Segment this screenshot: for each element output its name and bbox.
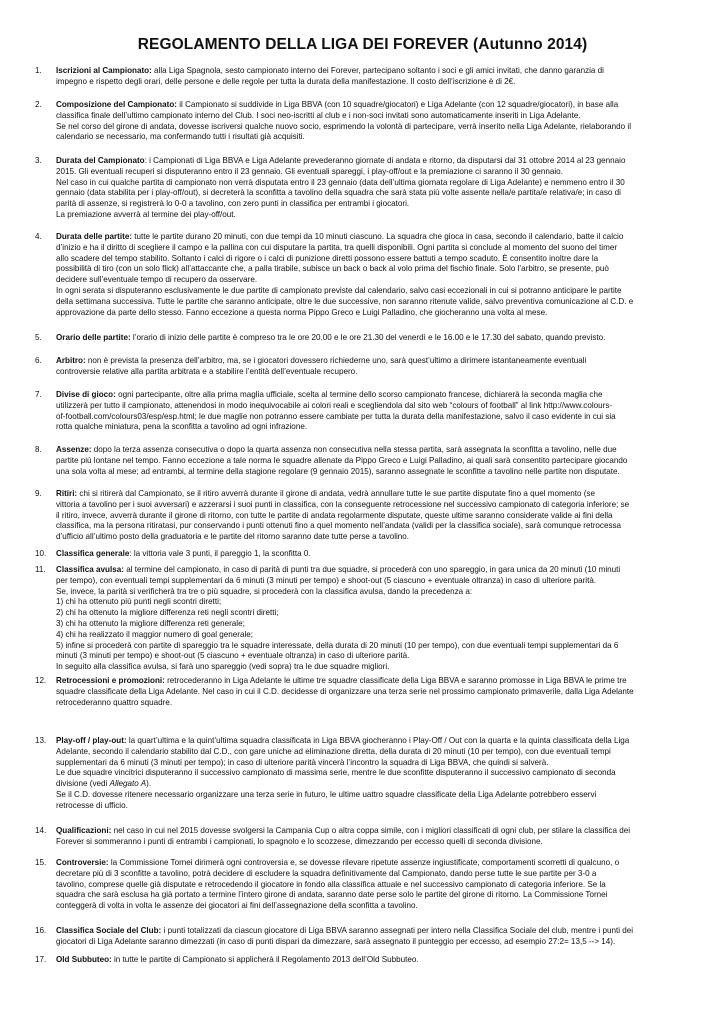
rule-line-text: allo scadere del tempo stabilito. Soltanto i calci di rigore o i calci di punizione diretti possono essere battuti a tempo scaduto. È consentito inoltre dare la xyxy=(56,253,599,263)
rule-line-text: parità di assenze, si registrerà lo 0-0 a tavolino, con zero punti in classifica per entrambi i giocatori. xyxy=(56,199,410,209)
rule-line-text: partite più lontane nel tempo. Fanno eccezione a tale norma le squadre allenate da Pippo Greco e Luigi Palladino, ai quali sarà consentito partecipare giocando xyxy=(56,455,628,465)
rule-italic-suffix: ). xyxy=(146,779,152,789)
rule-line-text: conteggerà di volta in volta le assenze dei giocatori ai fini dell’assegnazione della sconfitta a tavolino. xyxy=(56,901,418,911)
rule-number: 11. xyxy=(35,565,46,574)
rule-line-text: 3) chi ha ottenuto la migliore differenza reti generale; xyxy=(56,618,245,628)
rule-line xyxy=(56,736,691,747)
rule-number: 5. xyxy=(35,333,42,342)
rule-line xyxy=(56,747,691,758)
rule-line xyxy=(56,801,691,812)
rule-line-text: 4) chi ha realizzato il maggior numero di goal generale; xyxy=(56,629,254,639)
rule-text xyxy=(56,356,691,378)
rule-line xyxy=(56,937,691,948)
rule-text xyxy=(56,858,691,912)
rule-number: 14. xyxy=(35,826,47,835)
rule-number: 7. xyxy=(35,390,42,399)
rule-number: 10. xyxy=(35,549,47,558)
rule-line-text: non è prevista la presenza dell’arbitro, ma, se i giocatori dovessero richiederne uno, sarà quest’ultimo a dirimere istantaneamente eventuali xyxy=(87,356,587,365)
rule-line-text: la quart’ultima e la quint’ultima squadra classificata in Liga BBVA giocheranno i Play-Off / Out con la quarta e la quinta classificata della Liga xyxy=(128,736,630,745)
rule-heading: Qualificazioni: xyxy=(56,826,112,835)
rule-line-text: divisione (vedi xyxy=(56,779,110,789)
rule-line xyxy=(56,768,691,779)
rule-line-text: per tempo), con eventuali tempi supplementari da 6 minuti (3 minuti per tempo) e shoot-out (5 ciascuno + eventuale oltranza) in caso di ulteriore parità. xyxy=(56,575,597,585)
rule-line xyxy=(56,401,691,412)
rule-heading: Old Subbuteo: xyxy=(56,955,112,964)
rule-line-text: rotta qualche miniatura, pena la sconfitta a tavolino ad ogni infrazione. xyxy=(56,422,308,432)
rule-line xyxy=(56,390,691,401)
rule-line-text: utilizzerà per tutto il campionato, attenendosi in modo inequivocabile ai colori reali e scegliendola dal sito web “colours of football” al link http://www.colours- xyxy=(56,400,613,410)
rule-line-text: of-football.com/colours03/esp/esp.html; le due maglie non potranno essere cambiate per tutta la durata della manifestazione, salvo il caso evidente in cui sia xyxy=(56,411,616,421)
rule-line xyxy=(56,549,691,560)
rule-line-text: Forever si sommeranno i punti di entrambi i campionati, lo spagnolo e lo scozzese, dimezzando per eccesso quelli di seconda divisione. xyxy=(56,836,543,846)
rule-line-text: l’orario di inizio delle partite è compreso tra le ore 20.00 e le ore 21.30 del venerdì e le 16.00 e le 17.30 del sabato, quando previsto. xyxy=(132,333,606,342)
rule-line-text: d’inizio e ha il diritto di scegliere il campo e la pallina con cui disputare la partita, tra quelli disponibili. Ogni partita si conclude al momento del suono del timer xyxy=(56,242,618,252)
rule-line xyxy=(56,651,691,662)
rule-line xyxy=(56,356,691,367)
rule-line-text: retrocesse di ufficio. xyxy=(56,800,128,810)
rule-text xyxy=(56,390,691,433)
rule-line-text: 2) chi ha ottenuto la migliore differenza reti negli scontri diretti; xyxy=(56,608,279,618)
rule-heading: Durata del Campionato xyxy=(56,156,145,165)
rule-line xyxy=(56,758,691,769)
rule-line xyxy=(56,926,691,937)
rule-line xyxy=(56,790,691,801)
rule-line-text: il ritiro, invece, avverrà durante il girone di ritorno, con tutte le partite di andata regolarmente disputate, queste ultime saranno considerate valide ai fini della xyxy=(56,510,613,520)
rule-line xyxy=(56,333,691,344)
rule-line-text: La premiazione avverrà al termine dei play-off/out. xyxy=(56,209,236,219)
rule-line xyxy=(56,264,691,275)
rule-line xyxy=(56,210,691,221)
rule-line-text: ogni partecipante, oltre alla prima maglia ufficiale, scelta al termine dello scorso campionato francese, dichiarerà la seconda maglia che xyxy=(118,390,603,399)
rule-line-text: squadre classificate della Liga Adelante. Nel caso in cui il C.D. decidesse di organizzare una terza serie nel prossimo campionato primaverile, dalla Liga Adelante xyxy=(56,686,634,696)
rule-text xyxy=(56,955,691,966)
rule-line-text: della settimana successiva. Tutte le partite che saranno anticipate, oltre le due successive, non saranno ritenute valide, salvo preventiva comunicazione al C.D. e xyxy=(56,296,634,306)
rule-line-text: al termine del campionato, in caso di parità di punti tra due squadre, si procederà con uno spareggio, in gara unica da 20 minuti (10 minuti xyxy=(126,565,621,574)
rule-heading: Controversie: xyxy=(56,858,109,867)
rule-line xyxy=(56,779,691,790)
rule-line xyxy=(56,254,691,265)
rule-line xyxy=(56,178,691,189)
rule-text xyxy=(56,100,691,143)
rule-text xyxy=(56,156,691,221)
rule-text xyxy=(56,232,691,318)
rule-number: 4. xyxy=(35,232,42,241)
rule-line-text: Le due squadre vincitrici disputeranno il successivo campionato di massima serie, mentre le due sconfitte disputeranno il successivo campionato di seconda xyxy=(56,768,616,778)
rule-heading: Play-off / play-out: xyxy=(56,736,127,745)
rule-line xyxy=(56,955,691,966)
rule-number: 9. xyxy=(35,489,42,498)
rule-number: 8. xyxy=(35,445,42,454)
rule-number: 13. xyxy=(35,736,47,745)
rule-line-text: calendario se necessario, ma confermando tutti i risultati già acquisiti. xyxy=(56,132,305,142)
rule-text xyxy=(56,676,691,708)
rule-text xyxy=(56,489,691,543)
rule-line-text: il Campionato si suddivide in Liga BBVA (con 10 squadre/giocatori) e Liga Adelante (con 12 squadre/giocatori), in base alla xyxy=(179,100,619,109)
rule-line-text: In seguito alla classifica avulsa, si farà uno spareggio (vedi sopra) tra le due squadre migliori. xyxy=(56,662,390,672)
rule-line xyxy=(56,456,691,467)
rule-text xyxy=(56,736,691,812)
rule-line-text: squadra che sarà esclusa ha già portato a termine l’intero girone di andata, saranno date perse solo le partite del girone di ritorno. La Commissione Tornei xyxy=(56,890,608,900)
rule-line xyxy=(56,100,691,111)
rule-line xyxy=(56,167,691,178)
rule-heading: Orario delle partite: xyxy=(56,333,131,342)
rule-line xyxy=(56,122,691,133)
rule-line xyxy=(56,243,691,254)
rule-number: 15. xyxy=(35,858,47,867)
page-title: REGOLAMENTO DELLA LIGA DEI FOREVER (Autunno 2014) xyxy=(137,36,588,53)
rule-line xyxy=(56,837,691,848)
rule-line-text: d’ufficio all’ultimo posto della graduatoria e le partite del ritorno saranno date tutte perse a tavolino. xyxy=(56,532,410,542)
rule-line-text: classifica finale dell’ultimo campionato interno del Club. I soci neo-iscritti al club e i non-soci invitati sono automaticamente inseriti in Liga Adelante. xyxy=(56,110,581,120)
rule-line xyxy=(56,608,691,619)
rule-line xyxy=(56,489,691,500)
rule-line-text: : i Campionati di Liga BBVA e Liga Adelante prevederanno giornate di andata e ritorno, da disputarsi dal 31 ottobre 2014 al 23 gennaio xyxy=(144,156,626,165)
rule-line xyxy=(56,156,691,167)
rule-line xyxy=(56,532,691,543)
rule-line-text: 5) infine si procederà con partite di spareggio tra le squadre interessate, della durata di 20 minuti (10 per tempo), con due eventuali tempi supplementari da 6 xyxy=(56,640,619,650)
rule-line xyxy=(56,869,691,880)
rule-heading: Composizione del Campionato: xyxy=(56,100,177,109)
rule-line xyxy=(56,188,691,199)
rule-line-text: Adelante, secondo il calendario stabilito dal C.D., con gare uniche ad eliminazione diretta, della durata di 20 minuti (10 per tempo), con due eventuali tempi xyxy=(56,746,611,756)
rule-number: 12. xyxy=(35,676,47,685)
rule-line xyxy=(56,308,691,319)
rule-line xyxy=(56,565,691,576)
rule-line xyxy=(56,232,691,243)
rule-line-text: decretare più di 3 sconfitte a tavolino, potrà decidere di escludere la squadra definitivamente dal Campionato, dando perse tutte le sue partite per 3-0 a xyxy=(56,868,597,878)
rule-line xyxy=(56,500,691,511)
rule-line xyxy=(56,698,691,709)
rule-line-text: tutte le partite durano 20 minuti, con due tempi da 10 minuti ciascuno. La squadra che gioca in casa, secondo il calendario, batte il calcio xyxy=(134,232,624,241)
rule-line xyxy=(56,630,691,641)
rule-number: 1. xyxy=(35,66,42,75)
rule-heading: Arbitro: xyxy=(56,356,86,365)
rule-line-text: tavolino, comprese quelle già disputate e retrocedendo il giocatore in fondo alla classifica attuale e nel successivo campionato di categoria inferiore. Se la xyxy=(56,879,606,889)
rule-line xyxy=(56,826,691,837)
rule-line-text: i punti totalizzati da ciascun giocatore di Liga BBVA saranno assegnati per intero nella Classifica Sociale del club, mentre i punti dei xyxy=(163,926,634,935)
rule-number: 2. xyxy=(35,100,42,109)
rule-line xyxy=(56,111,691,122)
rule-line xyxy=(56,77,691,88)
rule-italic-reference: Allegato A xyxy=(109,779,147,789)
rule-number: 3. xyxy=(35,156,42,165)
rule-heading: Ritiri: xyxy=(56,489,78,498)
rule-text xyxy=(56,549,691,560)
rule-line xyxy=(56,597,691,608)
rule-line-text: In ogni serata si disputeranno esclusivamente le due partite di campionato previste dal calendario, salvo casi eccezionali in cui si potranno anticipare le partite xyxy=(56,285,622,295)
rule-line xyxy=(56,199,691,210)
rule-number: 16. xyxy=(35,926,47,935)
rule-line-text: vittoria a tavolino per i suoi avversari) e azzerarsi i suoi punti in classifica, con la conseguente retrocessione nel successivo campionato di categoria inferiore; se xyxy=(56,499,630,509)
rule-line xyxy=(56,880,691,891)
rule-line-text: Se il C.D. dovesse ritenere necessario organizzare una terza serie in futuro, le ultime uattro squadre classificate della Liga Adelante potrebbero esservi xyxy=(56,789,597,799)
rule-heading: Classifica generale xyxy=(56,549,130,558)
rule-line-text: retrocederanno quattro squadre. xyxy=(56,697,173,707)
rule-line-text: supplementari da 6 minuti (3 minuti per tempo); in caso di ulteriore parità vincerà l’incontro la squadra di Liga BBVA, che quindi si salverà. xyxy=(56,757,549,767)
rule-line-text: controversie relative alla partita arbitrata e a stabilire l’entità dell’eventuale recupero. xyxy=(56,366,358,376)
rule-line-text: gennaio (data stabilita per i play-off/out), si decreterà la sconfitta a tavolino della squadra che sarà stata più volte assente nella/e partita/e relativa/e; in caso di xyxy=(56,188,621,198)
rule-text xyxy=(56,445,691,477)
rule-heading: Retrocessioni e promozioni: xyxy=(56,676,165,685)
rule-line-text: : la vittoria vale 3 punti, il pareggio 1, la sconfitta 0. xyxy=(129,549,311,558)
rule-text xyxy=(56,926,691,948)
rule-line-text: possibilità di tiro (con un solo flick) all’attaccante che, a palla tirabile, subisce un back o back al volo prima del fischio finale. Solo l’arbitro, se presente, può xyxy=(56,264,609,274)
rule-heading: Classifica avulsa: xyxy=(56,565,124,574)
rule-line xyxy=(56,576,691,587)
rule-line xyxy=(56,676,691,687)
rule-line-text: approvazione da parte dello stesso. Fanno eccezione a questa norma Pippo Greco e Luigi Palladino, che giocheranno una volta al mese. xyxy=(56,307,548,317)
rule-line-text: nel caso in cui nel 2015 dovesse svolgersi la Campania Cup o altra coppa simile, con i migliori classificati di ogni club, per stilare la classifica dei xyxy=(113,826,631,835)
rule-line xyxy=(56,511,691,522)
rule-line xyxy=(56,619,691,630)
rule-text xyxy=(56,66,691,88)
rule-line xyxy=(56,901,691,912)
rule-line-text: alla Liga Spagnola, sesto campionato interno dei Forever, partecipano soltanto i soci e gli amici invitati, che danno garanzia di xyxy=(154,66,604,75)
rule-line-text: giocatori di Liga Adelante saranno dimezzati (in caso di punti dispari da dimezzare, sarà assegnato il punteggio per eccesso, ad esempio 27:2= 13,5 --> 14). xyxy=(56,936,616,946)
rule-line xyxy=(56,445,691,456)
rule-line xyxy=(56,367,691,378)
rule-line xyxy=(56,890,691,901)
rule-line-text: Se, invece, la parità si verificherà tra tre o più squadre, si procederà con la classifica avulsa, dando la precedenza a: xyxy=(56,586,473,596)
rule-line xyxy=(56,687,691,698)
rule-line-text: impegno e rispetto degli orari, delle persone e delle regole per tutta la durata della manifestazione. Il costo dell’iscrizione è di 2€. xyxy=(56,76,516,86)
rule-line-text: chi si ritirerà dal Campionato, se il ritiro avverrà durante il girone di andata, vedrà annullare tutte le sue partite disputate fino a quel momento (se xyxy=(79,489,595,498)
rule-line xyxy=(56,587,691,598)
rule-line xyxy=(56,521,691,532)
rule-line xyxy=(56,132,691,143)
rule-line-text: dopo la terza assenza consecutiva o dopo la quarta assenza non consecutiva nella stessa partita, sarà assegnata la sconfitta a tavolino, nelle due xyxy=(93,445,617,454)
rule-line-text: minuti (3 minuti per tempo) e shoot-out (5 ciascuno + eventuale oltranza) in caso di ulteriore parità. xyxy=(56,651,410,661)
rule-line-text: 1) chi ha ottenuto più punti negli scontri diretti; xyxy=(56,597,222,607)
rule-line-text: in tutte le partite di Campionato si applicherà il Regolamento 2013 dell’Old Subbuteo. xyxy=(114,955,419,964)
rule-line xyxy=(56,467,691,478)
rule-line-text: Nel caso in cui qualche partita di campionato non verrà disputata entro il 23 gennaio (data dell’ultima giornata regolare di Liga Adelante) e nemmeno entro il 30 xyxy=(56,177,625,187)
rule-line xyxy=(56,286,691,297)
rule-text xyxy=(56,565,691,673)
rule-line-text: 2015. Gli eventuali recuperi si disputeranno entro il 23 gennaio. Gli eventuali spareggi, i play-off/out e la premiazione ci saranno il 30 gennaio. xyxy=(56,166,563,176)
rule-line xyxy=(56,412,691,423)
rule-line-text: retrocederanno in Liga Adelante le ultime tre squadre classificate della Liga BBVA e saranno promosse in Liga BBVA le prime tre xyxy=(167,676,627,685)
rule-line xyxy=(56,422,691,433)
rule-heading: Iscrizioni al Campionato: xyxy=(56,66,152,75)
rule-text xyxy=(56,826,691,848)
rule-line xyxy=(56,297,691,308)
rule-line xyxy=(56,641,691,652)
rule-line-text: decidere sull’eventuale tempo di recupero da osservare. xyxy=(56,275,258,285)
rule-line-text: la Commissione Tornei dirimerà ogni controversia e, se dovesse rilevare ripetute assenze ingiustificate, comportamenti scorretti di qualcuno, o xyxy=(110,858,620,867)
rule-heading: Divise di gioco: xyxy=(56,390,116,399)
rule-heading: Assenze: xyxy=(56,445,92,454)
rule-number: 6. xyxy=(35,356,42,365)
rule-heading: Classifica Sociale del Club: xyxy=(56,926,162,935)
rule-line-text: classifica, ma la persona ritiratasi, pur conservando i punti ottenuti fino a quel momento nell’andata (validi per la classifica sociale), sarà comunque retrocessa xyxy=(56,521,622,531)
rule-line-text: Se nel corso del girone di andata, dovesse iscriversi qualche nuovo socio, esprimendo la volontà di partecipare, verrà inserito nella Liga Adelante, rielaborando il xyxy=(56,121,631,131)
rule-text xyxy=(56,333,691,344)
rule-line xyxy=(56,858,691,869)
rule-line xyxy=(56,275,691,286)
rule-number: 17. xyxy=(35,955,47,964)
rule-heading: Durata delle partite: xyxy=(56,232,133,241)
rule-line-text: una sola volta al mese; ad entrambi, al termine della stagione regolare (9 gennaio 2015), saranno assegnate le sconfitte a tavolino nelle partite non disputate. xyxy=(56,466,620,476)
rule-line xyxy=(56,66,691,77)
rule-line xyxy=(56,662,691,673)
